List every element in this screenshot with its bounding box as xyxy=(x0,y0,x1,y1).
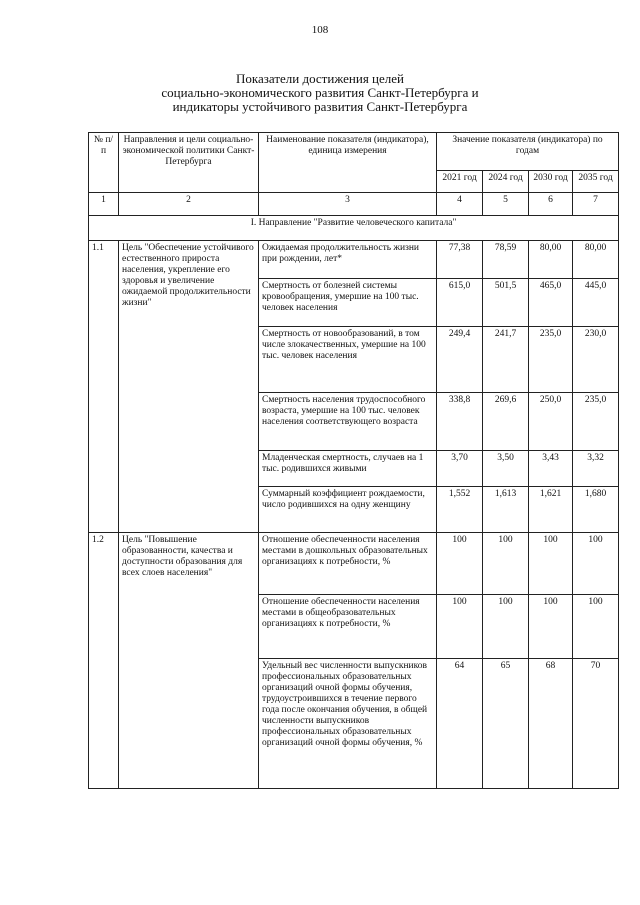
indicator-value: 3,32 xyxy=(573,451,619,487)
header-indicator: Наименование показателя (индикатора), единица измерения xyxy=(259,133,437,193)
indicator-value: 269,6 xyxy=(483,393,529,451)
indicator-value: 3,70 xyxy=(437,451,483,487)
indicator-value: 235,0 xyxy=(573,393,619,451)
header-year-2024: 2024 год xyxy=(483,171,529,193)
goal-description: Цель "Повышение образованности, качества и доступности образования для всех слоев населения" xyxy=(119,533,259,789)
header-values: Значение показателя (индикатора) по годам xyxy=(437,133,619,171)
indicator-value: 1,552 xyxy=(437,487,483,533)
indicator-value: 80,00 xyxy=(529,241,573,279)
column-number: 3 xyxy=(259,193,437,216)
header-year-2035: 2035 год xyxy=(573,171,619,193)
document-title xyxy=(0,72,640,114)
indicator-value: 241,7 xyxy=(483,327,529,393)
column-number: 5 xyxy=(483,193,529,216)
section-title: I. Направление "Развитие человеческого капитала" xyxy=(89,216,619,241)
indicator-value: 100 xyxy=(529,595,573,659)
header-num: № п/п xyxy=(89,133,119,193)
indicator-value: 230,0 xyxy=(573,327,619,393)
indicator-value: 249,4 xyxy=(437,327,483,393)
indicator-name: Отношение обеспеченности населения местами в дошкольных образовательных организациях к потребности, % xyxy=(259,533,437,595)
indicator-value: 235,0 xyxy=(529,327,573,393)
column-number: 7 xyxy=(573,193,619,216)
column-number: 1 xyxy=(89,193,119,216)
indicator-value: 80,00 xyxy=(573,241,619,279)
indicator-value: 615,0 xyxy=(437,279,483,327)
goal-number: 1.1 xyxy=(89,241,119,533)
title-line-3: индикаторы устойчивого развития Санкт-Петербурга xyxy=(172,99,468,114)
indicator-value: 78,59 xyxy=(483,241,529,279)
indicator-name: Смертность от болезней системы кровообращения, умершие на 100 тыс. человек населения xyxy=(259,279,437,327)
title-line-1: Показатели достижения целей xyxy=(235,71,404,86)
column-number: 6 xyxy=(529,193,573,216)
indicator-name: Удельный вес численности выпускников профессиональных образовательных организаций очной формы обучения, трудоустроившихся в течение первого года после окончания обучения, в общей численности выпускников профессиональных образовательных организаций очной формы обучения, % xyxy=(259,659,437,789)
indicator-value: 100 xyxy=(437,595,483,659)
indicator-value: 1,621 xyxy=(529,487,573,533)
indicator-name: Отношение обеспеченности населения местами в общеобразовательных организациях к потребности, % xyxy=(259,595,437,659)
indicator-value: 3,50 xyxy=(483,451,529,487)
table-row xyxy=(89,533,619,595)
indicator-value: 501,5 xyxy=(483,279,529,327)
title-line-2: социально-экономического развития Санкт-Петербурга и xyxy=(161,85,479,100)
table-row xyxy=(89,241,619,279)
indicators-table xyxy=(88,132,619,789)
goal-description: Цель "Обеспечение устойчивого естественного прироста населения, укрепление его здоровья и увеличение ожидаемой продолжительности жизни" xyxy=(119,241,259,533)
indicator-value: 70 xyxy=(573,659,619,789)
column-number: 2 xyxy=(119,193,259,216)
indicator-value: 68 xyxy=(529,659,573,789)
indicator-value: 445,0 xyxy=(573,279,619,327)
header-direction: Направления и цели социально-экономической политики Санкт-Петербурга xyxy=(119,133,259,193)
indicator-value: 65 xyxy=(483,659,529,789)
indicator-value: 100 xyxy=(437,533,483,595)
indicator-value: 100 xyxy=(529,533,573,595)
page-number: 108 xyxy=(311,24,329,36)
indicator-name: Смертность населения трудоспособного возраста, умершие на 100 тыс. человек населения соответствующего возраста xyxy=(259,393,437,451)
header-year-2021: 2021 год xyxy=(437,171,483,193)
indicator-value: 64 xyxy=(437,659,483,789)
indicator-value: 3,43 xyxy=(529,451,573,487)
indicator-name: Ожидаемая продолжительность жизни при рождении, лет* xyxy=(259,241,437,279)
indicator-value: 100 xyxy=(573,533,619,595)
indicator-value: 338,8 xyxy=(437,393,483,451)
goal-number: 1.2 xyxy=(89,533,119,789)
indicator-value: 1,680 xyxy=(573,487,619,533)
header-year-2030: 2030 год xyxy=(529,171,573,193)
indicator-name: Смертность от новообразований, в том числе злокачественных, умершие на 100 тыс. человек населения xyxy=(259,327,437,393)
indicator-value: 465,0 xyxy=(529,279,573,327)
indicator-value: 100 xyxy=(573,595,619,659)
indicator-value: 100 xyxy=(483,533,529,595)
indicator-value: 250,0 xyxy=(529,393,573,451)
indicator-value: 100 xyxy=(483,595,529,659)
indicator-value: 77,38 xyxy=(437,241,483,279)
indicator-name: Младенческая смертность, случаев на 1 тыс. родившихся живыми xyxy=(259,451,437,487)
indicator-name: Суммарный коэффициент рождаемости, число родившихся на одну женщину xyxy=(259,487,437,533)
column-number: 4 xyxy=(437,193,483,216)
indicator-value: 1,613 xyxy=(483,487,529,533)
